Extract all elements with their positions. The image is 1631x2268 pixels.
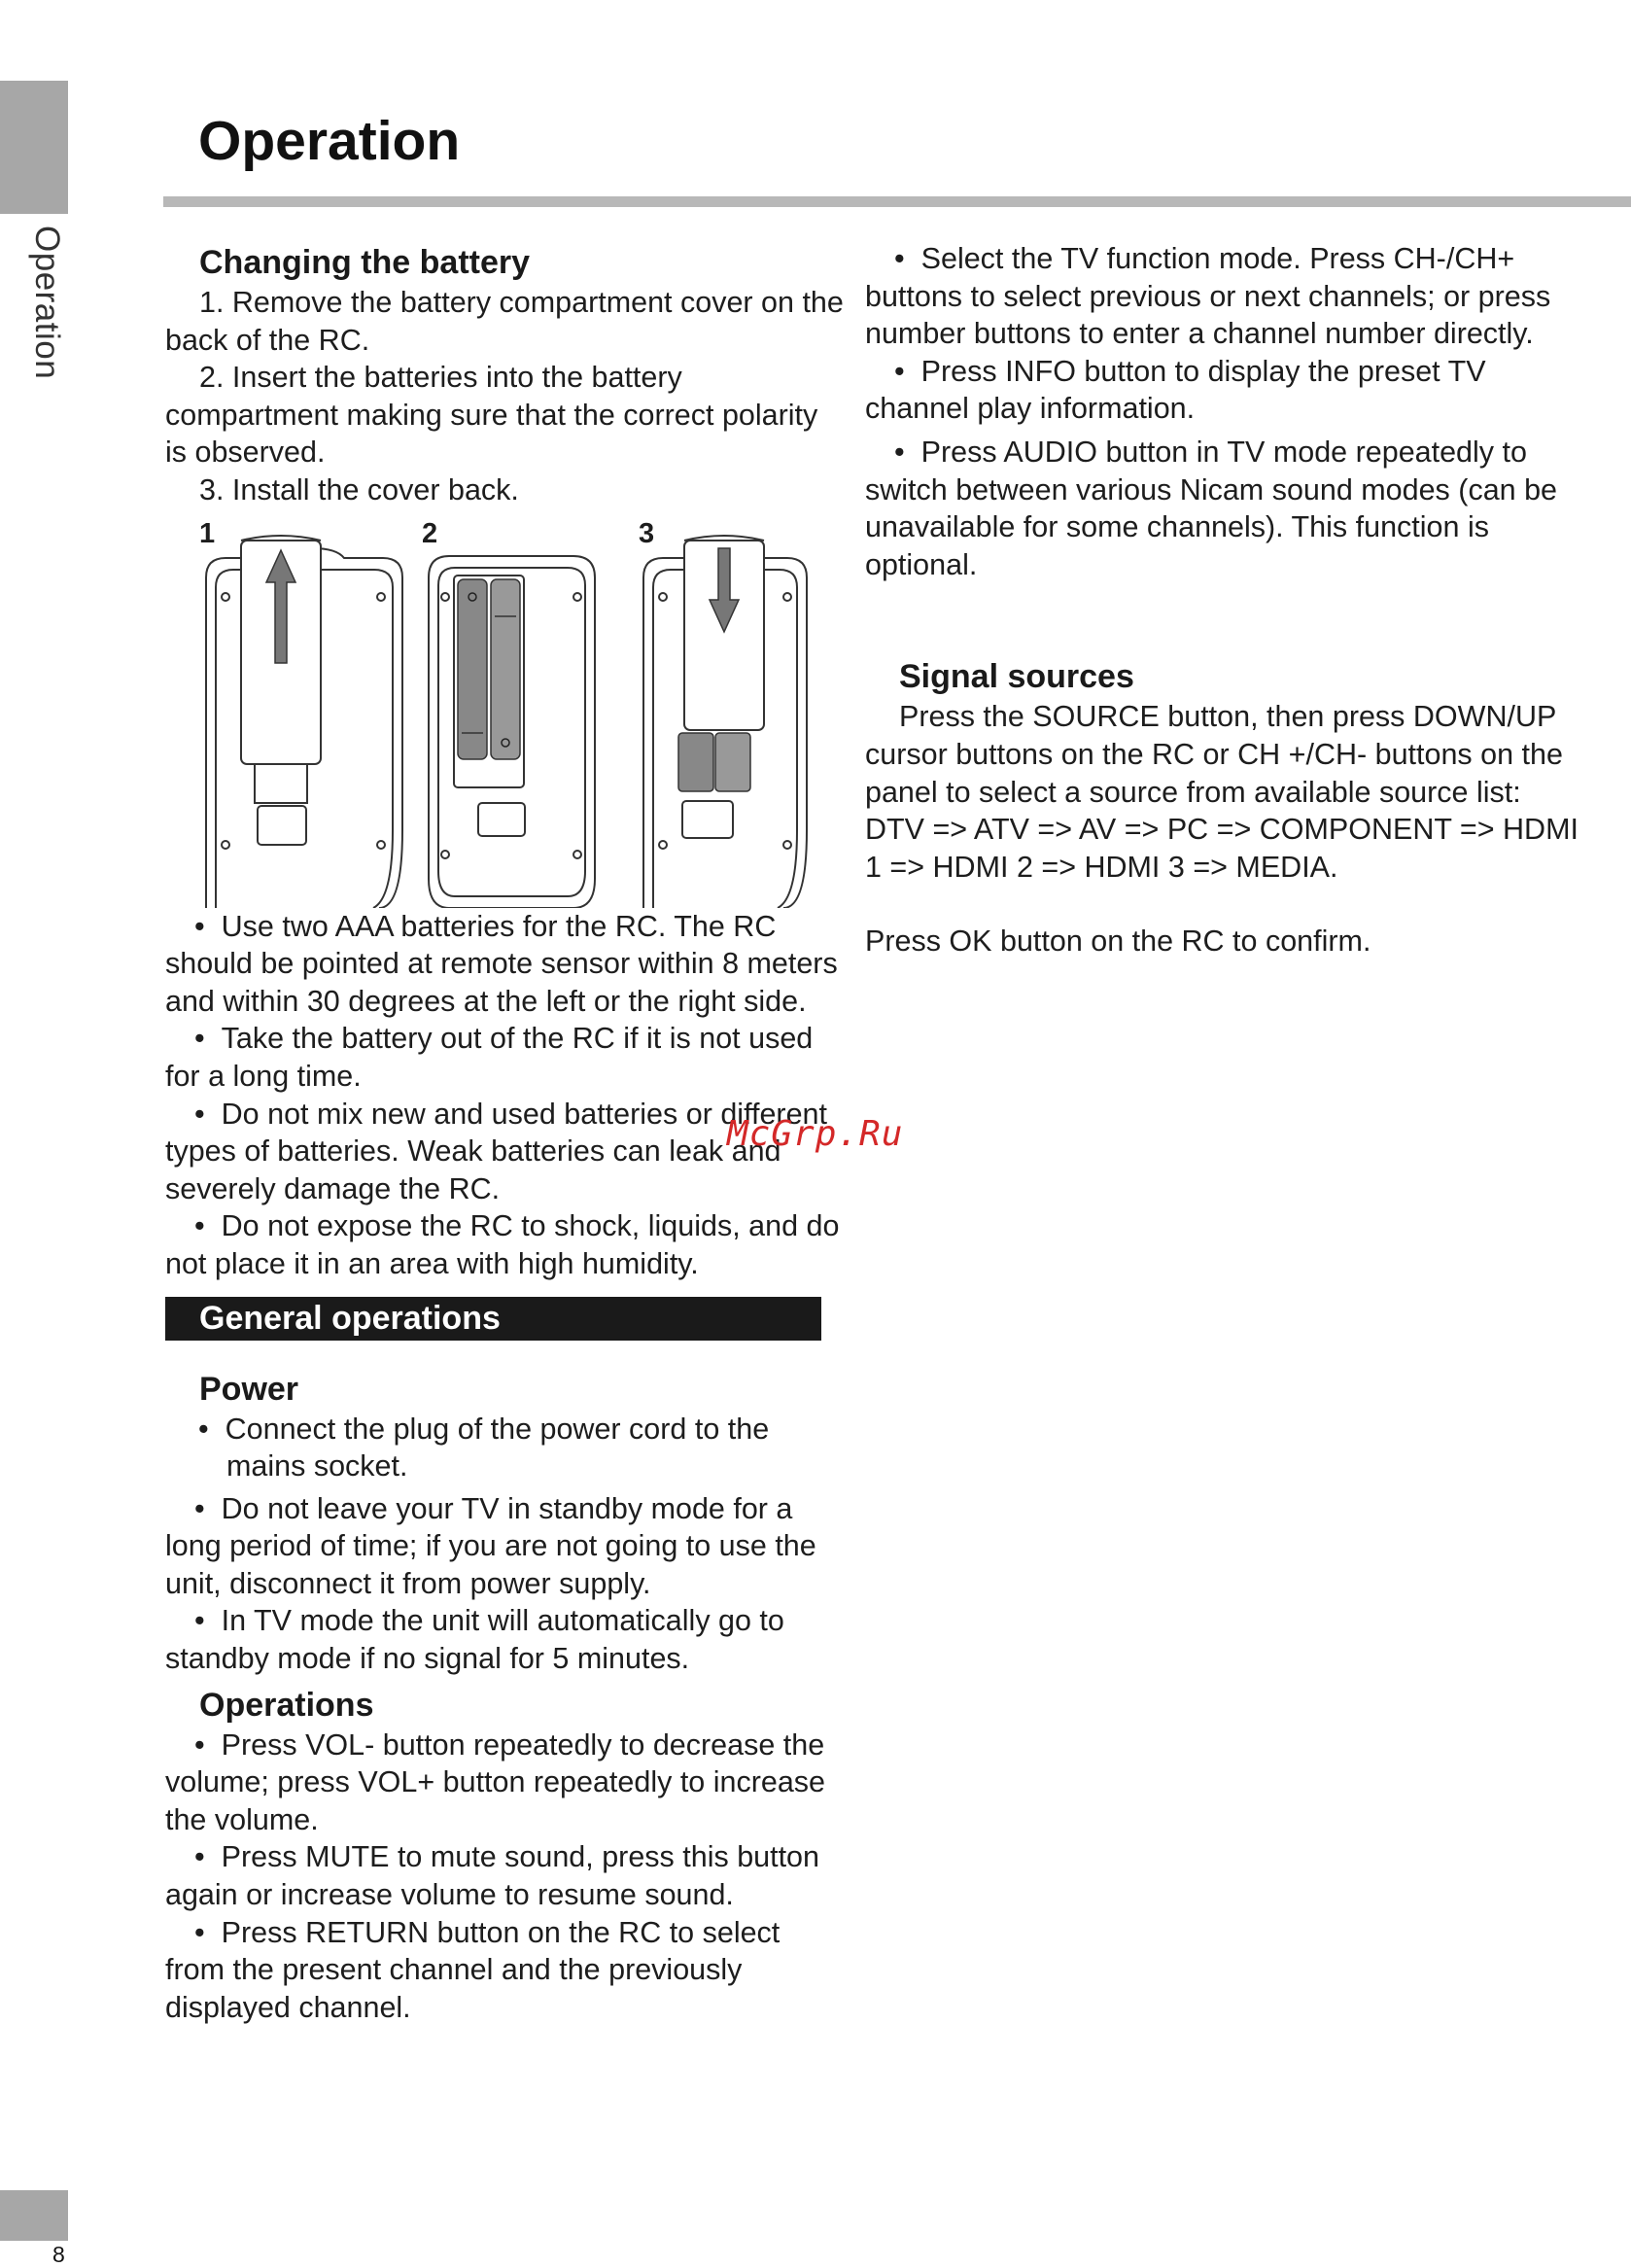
side-section-label: Operation <box>28 226 66 380</box>
confirm-text: Press OK button on the RC to confirm. <box>865 925 1371 959</box>
page-title: Operation <box>198 110 461 172</box>
figure-label-3: 3 <box>639 517 655 549</box>
signal-sources-heading: Signal sources <box>899 658 1134 696</box>
right-column <box>865 240 1584 960</box>
tv-item-2: • Press INFO button to display the preset TV channel play information. <box>865 353 1584 428</box>
power-item-3: • In TV mode the unit will automatically go to standby mode if no signal for 5 minutes. <box>165 1602 846 1677</box>
battery-step-1: 1. Remove the battery compartment cover on the back of the RC. <box>165 286 844 357</box>
side-tab-marker <box>0 81 68 214</box>
battery-step-2: 2. Insert the batteries into the battery compartment making sure that the correct polarity is observed. <box>165 361 818 470</box>
battery-figure <box>165 509 846 908</box>
battery-step-3: 3. Install the cover back. <box>199 472 519 506</box>
power-item-2: • Do not leave your TV in standby mode for a long period of time; if you are not going to use the unit, disconnect it from power supply. <box>165 1490 846 1603</box>
operations-heading: Operations <box>199 1686 374 1724</box>
operations-item-2: • Press MUTE to mute sound, press this button again or increase volume to resume sound. <box>165 1838 846 1913</box>
operations-item-1: • Press VOL- button repeatedly to decrease the volume; press VOL+ button repeatedly to increase the volume. <box>165 1727 846 1839</box>
tv-item-1: • Select the TV function mode. Press CH-/CH+ buttons to select previous or next channels; or press number buttons to enter a channel number directly. <box>865 240 1584 353</box>
battery-note-3: • Do not mix new and used batteries or different types of batteries. Weak batteries can leak and severely damage the RC. <box>165 1096 846 1208</box>
power-item-1: • Connect the plug of the power cord to the mains socket. <box>165 1411 846 1485</box>
figure-label-1: 1 <box>199 517 216 549</box>
general-operations-banner: General operations <box>165 1297 821 1341</box>
operations-item-3: • Press RETURN button on the RC to select from the present channel and the previously displayed channel. <box>165 1914 846 2027</box>
figure-label-2: 2 <box>422 517 438 549</box>
watermark-text: McGrp.Ru <box>727 1114 904 1154</box>
page-number: 8 <box>52 2242 65 2267</box>
battery-note-4: • Do not expose the RC to shock, liquids, and do not place it in an area with high humidity. <box>165 1207 846 1282</box>
battery-note-1: • Use two AAA batteries for the RC. The RC should be pointed at remote sensor within 8 meters and within 30 degrees at the left or the right side. <box>165 908 846 1021</box>
power-heading: Power <box>199 1370 299 1408</box>
battery-heading: Changing the battery <box>199 244 531 281</box>
bottom-tab-marker <box>0 2190 68 2241</box>
remote-battery-illustration <box>165 509 846 908</box>
tv-item-3: • Press AUDIO button in TV mode repeatedly to switch between various Nicam sound modes (can be unavailable for some channels). This function is optional. <box>865 434 1584 583</box>
battery-note-2: • Take the battery out of the RC if it is not used for a long time. <box>165 1020 846 1095</box>
title-divider <box>163 196 1631 207</box>
signal-sources-text: Press the SOURCE button, then press DOWN/UP cursor buttons on the RC or CH +/CH- buttons on the panel to select a source from available source list: DTV => ATV => AV => PC => COMPONENT => HDMI 1 => HDMI 2 => HDMI 3 => MEDIA. <box>865 700 1579 884</box>
